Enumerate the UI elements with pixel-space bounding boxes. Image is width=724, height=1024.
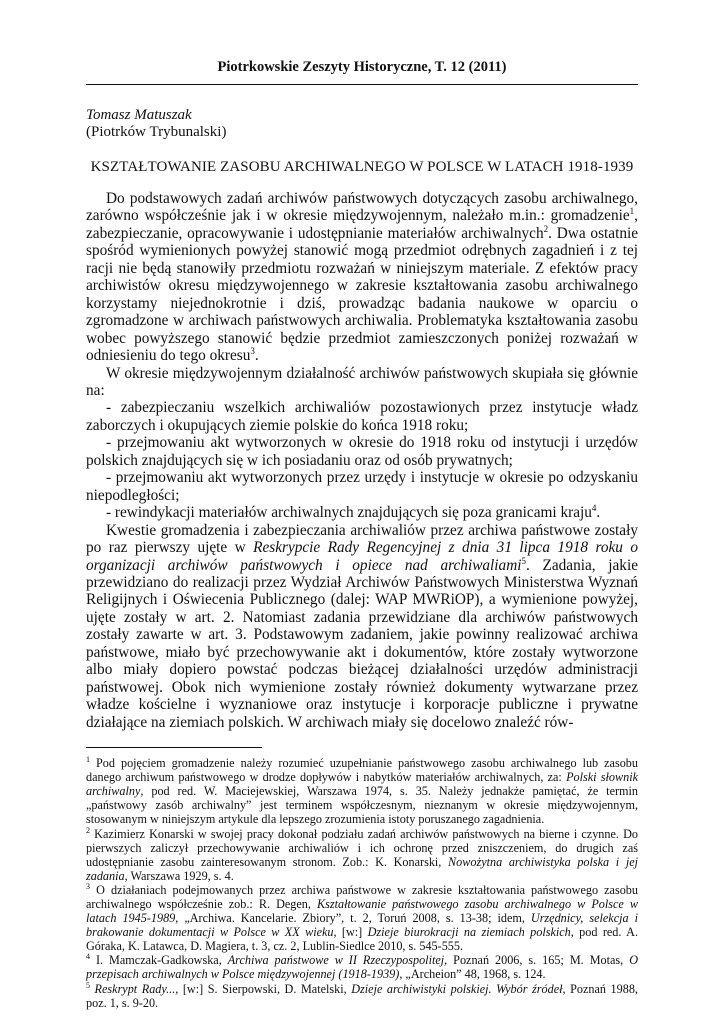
paragraph-1 <box>86 190 638 365</box>
text-run: Kwestie gromadzenia i zabezpieczania archiwaliów przez archiwa państwowe zostały po raz pierwszy ujęte w <box>86 521 638 557</box>
text-run: . <box>596 504 601 522</box>
text-run: , „Archeion” 48, 1968, s. 124. <box>399 967 546 982</box>
text-run: , Poznań 1988, poz. 1, s. 9-20. <box>86 981 638 1010</box>
text-run: . <box>254 347 259 365</box>
italic-title: O przepisach archiwalnych w Polsce międzywojennej (1918-1939) <box>86 953 638 982</box>
text-run: , Poznań 2006, s. 165; M. Motas, <box>444 953 630 968</box>
footnote-ref-1[interactable]: 1 <box>629 206 635 217</box>
text-run: , [w:] S. Sierpowski, D. Matelski, <box>175 981 352 996</box>
italic-title: Urzędnicy, selekcja i brakowanie dokumentacji w Polsce w XX wieku <box>86 911 638 940</box>
text-run: , pod red. A. Góraka, K. Latawca, D. Magiera, t. 3, cz. 2, Lublin-Siedlce 2010, s. 545-555. <box>86 925 638 954</box>
author-block <box>86 107 638 141</box>
author-affiliation: (Piotrków Trybunalski) <box>86 124 227 140</box>
footnote-number: 3 <box>86 881 90 891</box>
footnote-ref-2[interactable]: 2 <box>543 223 549 234</box>
text-run: , Warszawa 1929, s. 4. <box>124 868 234 883</box>
text-run: , „Archiwa. Kancelarie. Zbiory”, t. 2, Toruń 2008, s. 13-38; idem, <box>175 911 531 926</box>
text-run: . Dwa ostatnie spośród wymienionych powyżej stanowić mogą przedmiot odrębnych zagadnień i z tej racji nie będą stanowiły przedmiotu rozważań w niniejszym materiale. Z efektów pracy archiwistów okresu międzywojennego w zakresie kształtowania zasobu archiwalnego korzystamy niejednokrotnie i dziś, prowadząc badania naukowe w oparciu o zgromadzone w archiwach państwowych archiwalia. Problematyka kształtowania zasobu wobec powyższego stanowić będzie przedmiot zamieszczonych poniżej rozważań w odniesieniu do tego okresu <box>86 224 639 365</box>
footnote-ref-5[interactable]: 5 <box>521 555 526 566</box>
article-body <box>86 190 638 731</box>
text-run: Kazimierz Konarski w swojej pracy dokonał podziału zadań archiwów państwowych na bierne i czynne. Do pierwszych zaliczył przechowywanie archiwaliów i ich ochronę przed zniszczeniem, do drugich zaś udostępnianie zasobu zainteresowanym stronom. Zob.: K. Konarski, <box>86 826 638 869</box>
paragraph-3 <box>86 522 638 731</box>
footnote-5 <box>86 982 638 1010</box>
journal-title: Piotrkowskie Zeszyty Historyczne, T. 12 (2011) <box>217 59 507 75</box>
text-run: - rewindykacji materiałów archiwalnych znajdujących się poza granicami kraju <box>106 504 592 522</box>
footnote-2 <box>86 827 638 883</box>
italic-title: Dzieje archiwistyki polskiej. Wybór źródeł <box>351 981 563 996</box>
author-name: Tomasz Matuszak <box>86 107 192 123</box>
footnote-1 <box>86 756 638 826</box>
footnote-ref-4[interactable]: 4 <box>591 503 597 514</box>
italic-title: Nowożytna archiwistyka polska i jej zadania <box>86 854 639 883</box>
text-run: O działaniach podejmowanych przez archiwa państwowe w zakresie kształtowania państwowego zasobu archiwalnego współcześnie zob.: R. Degen, <box>86 882 638 911</box>
footnote-3 <box>86 883 638 953</box>
footnote-number: 4 <box>86 952 90 962</box>
italic-title: Dzieje biurokracji na ziemiach polskich <box>367 925 571 940</box>
footnotes <box>86 756 638 1010</box>
italic-title: Kształtowanie państwowego zasobu archiwalnego w Polsce w latach 1945-1989 <box>86 896 639 926</box>
list-item-1: - zabezpieczaniu wszelkich archiwaliów pozostawionych przez instytucje władz zaborczych i okupujących ziemie polskie do końca 1918 roku; <box>86 399 638 434</box>
paragraph-2: W okresie międzywojennym działalność archiwów państwowych skupiała się głównie na: <box>86 364 638 399</box>
list-item-4 <box>86 504 638 521</box>
footnote-4 <box>86 953 638 981</box>
footnote-number: 5 <box>86 980 90 990</box>
italic-title: Polski słownik archiwalny <box>86 770 638 799</box>
footnote-ref-3[interactable]: 3 <box>250 345 255 356</box>
footnote-separator <box>86 747 262 748</box>
text-run: . Zadania, jakie przewidziano do realizacji przez Wydział Archiwów Państwowych Ministerstwa Wyznań Religijnych i Oświecenia Publicznego (dalej: WAP MWRiOP), a wymienione powyżej, ujęte zostały w art. 2. Natomiast zadania przewidziane dla archiwów państwowych zostały zawarte w art. 3. Podstawowym zadaniem, jakie powinny realizować archiwa państwowe, miało być przechowywanie akt i dokumentów, które zostały wytworzone albo miały dopiero powstać podczas bieżącej działalności urzędów administracji państwowej. Obok nich wymienione zostały również dokumenty wytwarzane przez władze kościelne i wyznaniowe oraz instytucje i korporacje publiczne i prywatne działające na ziemiach polskich. W archiwach miały się docelowo znaleźć rów- <box>86 556 638 731</box>
text-run: I. Mamczak-Gadkowska, <box>90 953 228 968</box>
italic-title: Reskrypcie Rady Regencyjnej z dnia 31 lipca 1918 roku o organizacji archiwów państwowych i opiece nad archiwaliami <box>86 539 638 574</box>
text-run: Pod pojęciem gromadzenie należy rozumieć uzupełnianie państwowego zasobu archiwalnego lub zasobu danego archiwum państwowego w drodze dopływów i nabytków materiałów archiwalnych, za: <box>86 756 638 785</box>
italic-title: Archiwa państwowe w II Rzeczypospolitej <box>227 953 445 968</box>
journal-header <box>86 58 638 85</box>
article-title: KSZTAŁTOWANIE ZASOBU ARCHIWALNEGO W POLSCE W LATACH 1918-1939 <box>90 159 634 175</box>
footnote-number: 1 <box>86 754 90 764</box>
text-run: Do podstawowych zadań archiwów państwowych dotyczących zasobu archiwalnego, zarówno współcześnie jak i w okresie międzywojennym, należało m.in.: gromadzenie <box>86 190 638 225</box>
text-run: , [w:] <box>333 925 368 940</box>
list-item-2: - przejmowaniu akt wytworzonych w okresie do 1918 roku od instytucji i urzędów polskich znajdujących się w ich posiadaniu oraz od osób prywatnych; <box>86 434 638 469</box>
list-item-3: - przejmowaniu akt wytworzonych przez urzędy i instytucje w okresie po odzyskaniu niepodległości; <box>86 469 638 504</box>
footnote-number: 2 <box>86 825 90 835</box>
italic-title: Reskrypt Rady... <box>90 981 176 996</box>
text-run: , pod red. W. Maciejewskiej, Warszawa 1974, s. 35. Należy jednakże pamiętać, że termin „państwowy zasób archiwalny” jest terminem współczesnym, nieznanym w okresie międzywojennym, stosowanym w niniejszym artykule dla lepszego zrozumienia istoty poruszanego zagadnienia. <box>86 784 638 827</box>
text-run: , zabezpieczanie, opracowywanie i udostępnianie materiałów archiwalnych <box>86 207 638 242</box>
